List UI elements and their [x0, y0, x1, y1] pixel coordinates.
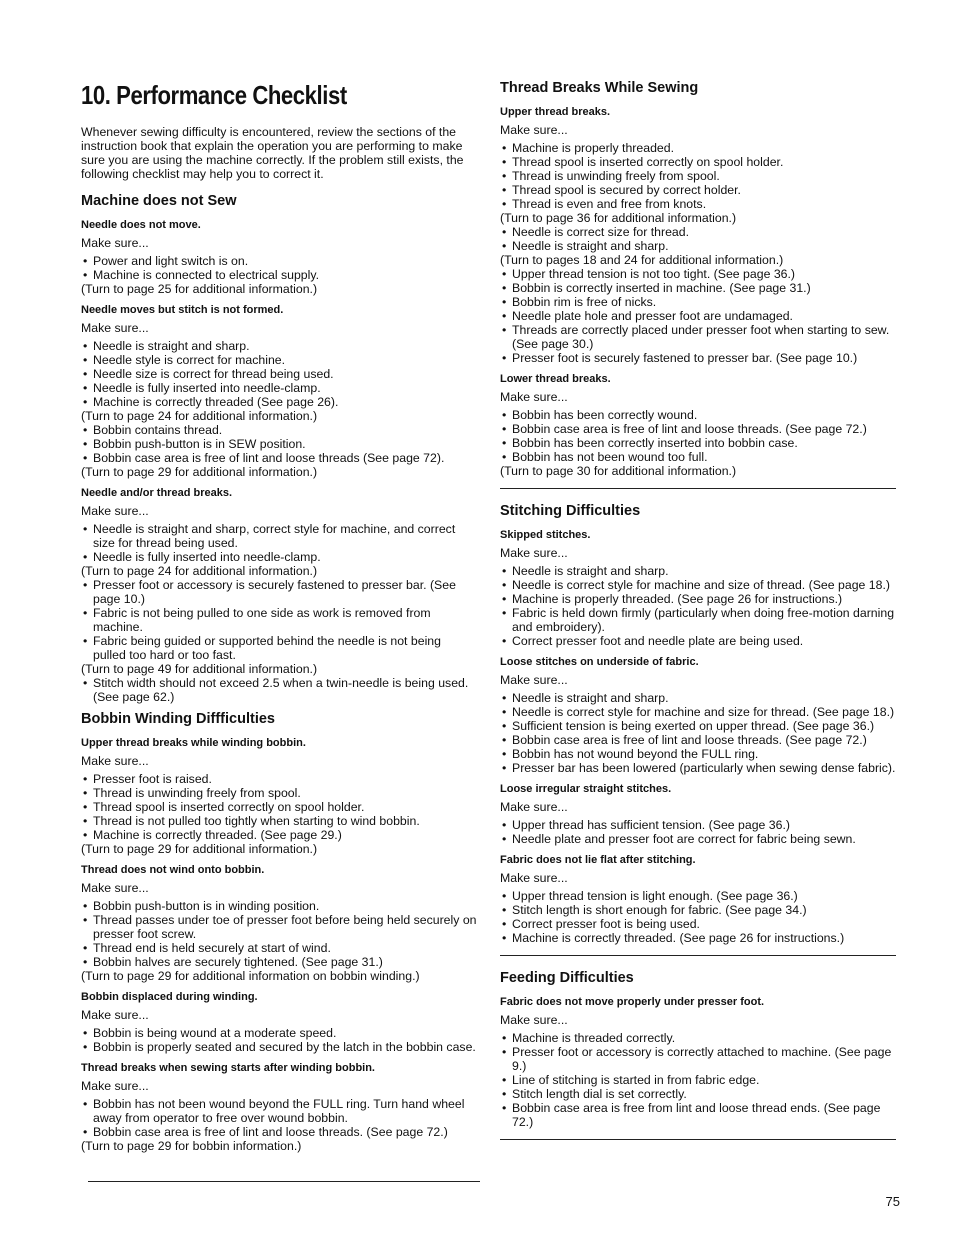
- checklist: [81, 772, 477, 856]
- section-heading: Bobbin Winding Diffficulties: [81, 711, 275, 727]
- page-title: 10. Performance Checklist: [81, 80, 347, 110]
- reference-note: (Turn to page 24 for additional information.): [81, 564, 318, 578]
- checklist: [500, 818, 896, 846]
- checklist: [500, 889, 896, 945]
- checklist-item: • Correct presser foot is being used.: [500, 917, 896, 931]
- checklist-item: • Bobbin contains thread.: [81, 423, 477, 437]
- checklist-item: • Needle plate hole and presser foot are undamaged.: [500, 309, 896, 323]
- reference-note: (Turn to page 29 for additional information.): [81, 465, 318, 479]
- section-thread-breaks-while-sewing: [500, 80, 896, 478]
- checklist-item: • Needle is straight and sharp, correct style for machine, and correct size for thread being used.: [81, 522, 477, 550]
- checklist: [500, 1031, 896, 1129]
- checklist-item: • Upper thread has sufficient tension. (See page 36.): [500, 818, 896, 832]
- reference-note: (Turn to page 49 for additional information.): [81, 662, 318, 676]
- checklist-item: • Bobbin rim is free of nicks.: [500, 295, 896, 309]
- make-sure-label: Make sure...: [81, 1079, 149, 1093]
- checklist-item: • Bobbin has not been wound too full.: [500, 450, 896, 464]
- checklist-item: • Thread is not pulled too tightly when starting to wind bobbin.: [81, 814, 477, 828]
- section-heading: Machine does not Sew: [81, 193, 237, 209]
- checklist-item: • Needle is straight and sharp.: [500, 691, 896, 705]
- checklist-item: • Threads are correctly placed under presser foot when starting to sew. (See page 30.): [500, 323, 896, 351]
- checklist-item: • Needle is correct size for thread.: [500, 225, 896, 239]
- checklist-item: • Thread end is held securely at start of wind.: [81, 941, 477, 955]
- checklist-item: • Presser foot or accessory is securely fastened to presser bar. (See page 10.): [81, 578, 477, 606]
- checklist-item: • Presser foot or accessory is correctly attached to machine. (See page 9.): [500, 1045, 896, 1073]
- make-sure-label: Make sure...: [500, 1013, 568, 1027]
- section-divider: [500, 1139, 896, 1140]
- checklist-item: • Thread is unwinding freely from spool.: [500, 169, 896, 183]
- checklist-item: • Correct presser foot and needle plate are being used.: [500, 634, 896, 648]
- right-column: [500, 80, 896, 1154]
- page-number: 75: [885, 1194, 900, 1209]
- checklist-item: • Machine is properly threaded. (See page 26 for instructions.): [500, 592, 896, 606]
- checklist-item: • Fabric is not being pulled to one side as work is removed from machine.: [81, 606, 477, 634]
- problem-subheading: Needle moves but stitch is not formed.: [81, 304, 284, 316]
- make-sure-label: Make sure...: [81, 1008, 149, 1022]
- checklist: [500, 564, 896, 648]
- make-sure-label: Make sure...: [500, 800, 568, 814]
- checklist-item: • Thread spool is inserted correctly on spool holder.: [81, 800, 477, 814]
- checklist-item: • Thread passes under toe of presser foot before being held securely on presser foot screw.: [81, 913, 477, 941]
- checklist: [81, 522, 477, 704]
- reference-note: (Turn to page 29 for additional information.): [81, 842, 318, 856]
- reference-note: (Turn to page 30 for additional information.): [500, 464, 737, 478]
- problem-subheading: Fabric does not move properly under presser foot.: [500, 996, 765, 1008]
- checklist-item: • Bobbin case area is free from lint and loose thread ends. (See page 72.): [500, 1101, 896, 1129]
- checklist-item: • Fabric being guided or supported behind the needle is not being pulled too hard or too fast.: [81, 634, 477, 662]
- checklist-item: • Stitch length dial is set correctly.: [500, 1087, 896, 1101]
- checklist-item: • Power and light switch is on.: [81, 254, 477, 268]
- intro-paragraph: Whenever sewing difficulty is encountered, review the sections of the instruction book that explain the operation you are performing to make sure you are using the machine correctly. If the problem still exists, the following checklist may help you to correct it.: [81, 125, 464, 181]
- checklist-item: • Bobbin case area is free of lint and loose threads. (See page 72.): [81, 1125, 477, 1139]
- checklist: [81, 899, 477, 983]
- reference-note: (Turn to page 29 for bobbin information.): [81, 1139, 302, 1153]
- checklist-item: • Bobbin has been correctly inserted into bobbin case.: [500, 436, 896, 450]
- problem-subheading: Needle and/or thread breaks.: [81, 487, 232, 499]
- checklist-item: • Needle style is correct for machine.: [81, 353, 477, 367]
- reference-note: (Turn to pages 18 and 24 for additional information.): [500, 253, 784, 267]
- checklist: [81, 1026, 477, 1054]
- checklist-item: • Machine is correctly threaded. (See page 26 for instructions.): [500, 931, 896, 945]
- checklist-item: • Bobbin push-button is in SEW position.: [81, 437, 477, 451]
- checklist-item: • Machine is threaded correctly.: [500, 1031, 896, 1045]
- checklist-item: • Bobbin has not been wound beyond the FULL ring. Turn hand wheel away from operator to free over wound bobbin.: [81, 1097, 477, 1125]
- make-sure-label: Make sure...: [81, 754, 149, 768]
- section-heading: Stitching Difficulties: [500, 503, 641, 519]
- section-feeding-difficulties: [500, 970, 896, 1129]
- checklist-item: • Stitch length is short enough for fabric. (See page 34.): [500, 903, 896, 917]
- checklist-item: • Bobbin is properly seated and secured by the latch in the bobbin case.: [81, 1040, 477, 1054]
- make-sure-label: Make sure...: [500, 390, 568, 404]
- checklist-item: • Bobbin has not wound beyond the FULL ring.: [500, 747, 896, 761]
- make-sure-label: Make sure...: [500, 673, 568, 687]
- problem-subheading: Loose irregular straight stitches.: [500, 783, 672, 795]
- checklist-item: • Needle size is correct for thread being used.: [81, 367, 477, 381]
- checklist-item: • Needle is straight and sharp.: [81, 339, 477, 353]
- checklist: [81, 339, 477, 479]
- bottom-rule: [88, 1181, 480, 1182]
- checklist-item: • Presser foot is securely fastened to presser bar. (See page 10.): [500, 351, 896, 365]
- section-divider: [500, 955, 896, 956]
- checklist-item: • Needle plate and presser foot are correct for fabric being sewn.: [500, 832, 896, 846]
- checklist-item: • Needle is straight and sharp.: [500, 239, 896, 253]
- checklist-item: • Sufficient tension is being exerted on upper thread. (See page 36.): [500, 719, 896, 733]
- checklist-item: • Machine is properly threaded.: [500, 141, 896, 155]
- make-sure-label: Make sure...: [500, 546, 568, 560]
- checklist-item: • Needle is straight and sharp.: [500, 564, 896, 578]
- reference-note: (Turn to page 25 for additional information.): [81, 282, 318, 296]
- checklist: [500, 141, 896, 365]
- make-sure-label: Make sure...: [500, 123, 568, 137]
- reference-note: (Turn to page 29 for additional information on bobbin winding.): [81, 969, 420, 983]
- checklist-item: • Upper thread tension is light enough. (See page 36.): [500, 889, 896, 903]
- checklist: [81, 254, 477, 296]
- checklist-item: • Bobbin is being wound at a moderate speed.: [81, 1026, 477, 1040]
- checklist: [81, 1097, 477, 1153]
- checklist-item: • Fabric is held down firmly (particularly when doing free-motion darning and embroidery).: [500, 606, 896, 634]
- checklist: [500, 408, 896, 478]
- problem-subheading: Thread does not wind onto bobbin.: [81, 864, 265, 876]
- right-sections: [500, 80, 896, 1140]
- checklist-item: • Line of stitching is started in from fabric edge.: [500, 1073, 896, 1087]
- checklist-item: • Needle is correct style for machine and size for thread. (See page 18.): [500, 705, 896, 719]
- checklist-item: • Bobbin case area is free of lint and loose threads (See page 72).: [81, 451, 477, 465]
- checklist-item: • Needle is fully inserted into needle-clamp.: [81, 550, 477, 564]
- checklist-item: • Upper thread tension is not too tight. (See page 36.): [500, 267, 896, 281]
- checklist-item: • Machine is connected to electrical supply.: [81, 268, 477, 282]
- checklist-item: • Bobbin has been correctly wound.: [500, 408, 896, 422]
- checklist-item: • Presser foot is raised.: [81, 772, 477, 786]
- checklist-item: • Bobbin case area is free of lint and loose threads. (See page 72.): [500, 733, 896, 747]
- checklist-item: • Thread spool is secured by correct holder.: [500, 183, 896, 197]
- reference-note: (Turn to page 24 for additional information.): [81, 409, 318, 423]
- section-divider: [500, 488, 896, 489]
- section-heading: Thread Breaks While Sewing: [500, 80, 699, 96]
- section-bobbin-winding-diffficulties: [81, 711, 477, 1153]
- checklist-item: • Bobbin halves are securely tightened. (See page 31.): [81, 955, 477, 969]
- checklist-item: • Thread is even and free from knots.: [500, 197, 896, 211]
- make-sure-label: Make sure...: [81, 321, 149, 335]
- make-sure-label: Make sure...: [81, 236, 149, 250]
- checklist-item: • Thread spool is inserted correctly on spool holder.: [500, 155, 896, 169]
- problem-subheading: Needle does not move.: [81, 219, 201, 231]
- checklist-item: • Machine is correctly threaded (See page 26).: [81, 395, 477, 409]
- problem-subheading: Fabric does not lie flat after stitching.: [500, 854, 696, 866]
- problem-subheading: Skipped stitches.: [500, 529, 591, 541]
- checklist-item: • Thread is unwinding freely from spool.: [81, 786, 477, 800]
- problem-subheading: Thread breaks when sewing starts after winding bobbin.: [81, 1062, 375, 1074]
- section-heading: Feeding Difficulties: [500, 970, 634, 986]
- checklist-item: • Machine is correctly threaded. (See page 29.): [81, 828, 477, 842]
- make-sure-label: Make sure...: [500, 871, 568, 885]
- section-machine-does-not-sew: [81, 193, 477, 704]
- left-column: [81, 80, 477, 1160]
- checklist-item: • Stitch width should not exceed 2.5 when a twin-needle is being used. (See page 62.): [81, 676, 477, 704]
- reference-note: (Turn to page 36 for additional information.): [500, 211, 737, 225]
- problem-subheading: Upper thread breaks while winding bobbin.: [81, 737, 306, 749]
- left-sections: [81, 193, 477, 1153]
- checklist-item: • Needle is fully inserted into needle-clamp.: [81, 381, 477, 395]
- checklist-item: • Presser bar has been lowered (particularly when sewing dense fabric).: [500, 761, 896, 775]
- problem-subheading: Loose stitches on underside of fabric.: [500, 656, 699, 668]
- checklist-item: • Bobbin case area is free of lint and loose threads. (See page 72.): [500, 422, 896, 436]
- checklist: [500, 691, 896, 775]
- section-stitching-difficulties: [500, 503, 896, 945]
- problem-subheading: Bobbin displaced during winding.: [81, 991, 258, 1003]
- checklist-item: • Bobbin push-button is in winding position.: [81, 899, 477, 913]
- problem-subheading: Upper thread breaks.: [500, 106, 611, 118]
- problem-subheading: Lower thread breaks.: [500, 373, 611, 385]
- make-sure-label: Make sure...: [81, 881, 149, 895]
- checklist-item: • Bobbin is correctly inserted in machine. (See page 31.): [500, 281, 896, 295]
- checklist-item: • Needle is correct style for machine and size of thread. (See page 18.): [500, 578, 896, 592]
- make-sure-label: Make sure...: [81, 504, 149, 518]
